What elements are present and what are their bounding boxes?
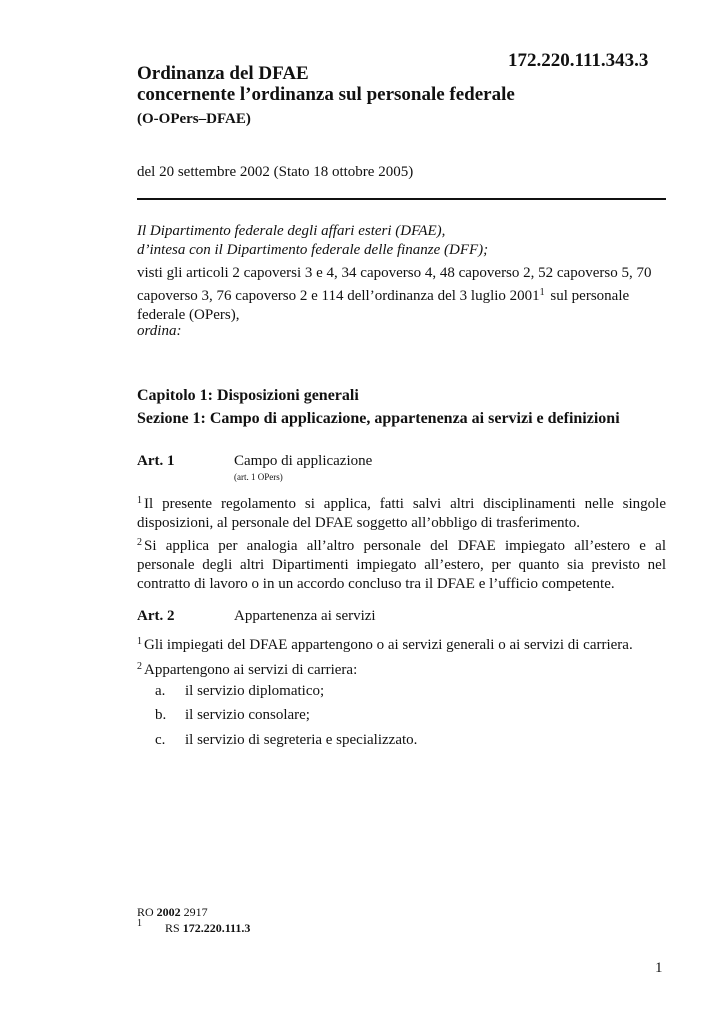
page-title-line-2: concernente l’ordinanza sul personale federale: [137, 84, 515, 105]
paragraph-number: 2: [137, 661, 142, 672]
preamble-ordina: ordina:: [137, 323, 182, 339]
ro-prefix: RO: [137, 905, 157, 919]
article-1-reference: (art. 1 OPers): [234, 472, 283, 482]
visti-text-end: sul personale federale (OPers),: [137, 288, 630, 323]
article-2-paragraph-1: [137, 632, 666, 655]
list-item-label: a.: [155, 683, 166, 699]
ro-page: 2917: [180, 905, 208, 919]
page-number: 1: [655, 960, 663, 976]
article-2-paragraph-2: [137, 657, 666, 680]
article-2-title: Appartenenza ai servizi: [234, 608, 376, 624]
footnote-text: [165, 921, 250, 936]
paragraph-text: Il presente regolamento si applica, fatti salvi altri disciplinamenti nelle singole disposizioni, al personale del DFAE soggetto all’obbligo di trasferimento.: [137, 496, 666, 531]
section-heading: Sezione 1: Campo di applicazione, appartenenza ai servizi e definizioni: [137, 410, 620, 427]
preamble-visti: [137, 264, 666, 325]
fn-prefix: RS: [165, 921, 183, 935]
article-1-paragraph-2: [137, 533, 666, 594]
paragraph-text: Appartengono ai servizi di carriera:: [144, 662, 358, 678]
paragraph-text: Si applica per analogia all’altro personale del DFAE impiegato all’estero e al personale degli altri Dipartimenti impiegato all’estero, per quanto sia previsto nel contratto di lavoro o in un accordo concluso tra il DFAE e l’ufficio competente.: [137, 538, 666, 592]
preamble-line-2: d’intesa con il Dipartimento federale delle finanze (DFF);: [137, 242, 489, 258]
list-item-label: b.: [155, 707, 167, 723]
article-1-paragraph-1: [137, 491, 666, 533]
visti-text: visti gli articoli 2 capoversi 3 e 4, 34 capoverso 4, 48 capoverso 2, 52 capoverso 5, 70 capoverso 3, 76 capoverso 2 e 114 dell’ordinanza del 3 luglio 2001: [137, 265, 652, 304]
footer-ro-reference: [137, 905, 208, 920]
page-title-line-1: Ordinanza del DFAE: [137, 63, 309, 84]
paragraph-number: 1: [137, 495, 142, 506]
paragraph-text: Gli impiegati del DFAE appartengono o ai servizi generali o ai servizi di carriera.: [144, 637, 633, 653]
header-divider: [137, 198, 666, 200]
paragraph-number: 1: [137, 636, 142, 647]
list-item-text: il servizio di segreteria e specializzato.: [185, 732, 418, 748]
article-2-number: Art. 2: [137, 608, 175, 624]
article-1-number: Art. 1: [137, 453, 175, 469]
preamble-line-1: Il Dipartimento federale degli affari esteri (DFAE),: [137, 223, 446, 239]
footnote-number: 1: [137, 918, 142, 929]
list-item-label: c.: [155, 732, 166, 748]
list-item-text: il servizio diplomatico;: [185, 683, 325, 699]
chapter-heading: Capitolo 1: Disposizioni generali: [137, 387, 359, 404]
article-1-title: Campo di applicazione: [234, 453, 373, 469]
footnote-marker[interactable]: 1: [539, 287, 545, 298]
abbreviation: (O-OPers–DFAE): [137, 111, 251, 127]
fn-ref[interactable]: 172.220.111.3: [182, 921, 251, 935]
sr-number: 172.220.111.343.3: [508, 50, 649, 71]
ro-year: 2002: [156, 905, 181, 919]
ordinance-date: del 20 settembre 2002 (Stato 18 ottobre 2005): [137, 164, 414, 180]
list-item-text: il servizio consolare;: [185, 707, 310, 723]
paragraph-number: 2: [137, 537, 142, 548]
